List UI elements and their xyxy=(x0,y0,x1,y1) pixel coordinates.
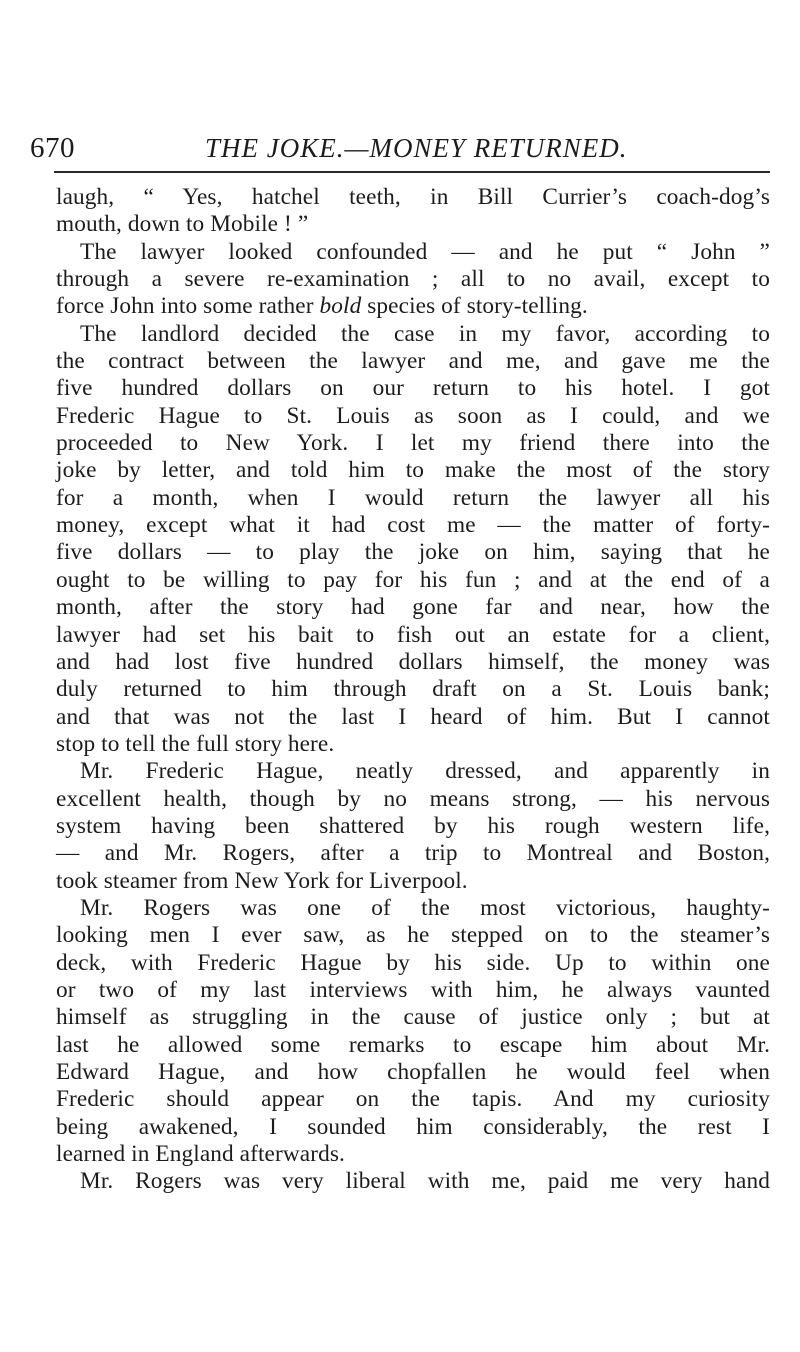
text-line: Frederic Hague to St. Louis as soon as I could, and we xyxy=(56,402,770,429)
text-line: The landlord decided the case in my favor, according to xyxy=(80,320,770,347)
text-line: laugh, “ Yes, hatchel teeth, in Bill Currier’s coach-dog’s xyxy=(56,184,770,210)
text-line: deck, with Frederic Hague by his side. Up to within one xyxy=(56,949,770,976)
text-line: himself as struggling in the cause of justice only ; but at xyxy=(56,1004,770,1031)
text-run: species of story-telling. xyxy=(361,293,588,320)
text-line: for a month, when I would return the lawyer all his xyxy=(56,484,770,511)
text-line: and that was not the last I heard of him. But I cannot xyxy=(56,703,770,730)
text-line: or two of my last interviews with him, he always vaunted xyxy=(56,976,770,1003)
page-number: 670 xyxy=(30,132,75,164)
text-line: being awakened, I sounded him considerably, the rest I xyxy=(56,1113,770,1140)
text-line: month, after the story had gone far and near, how the xyxy=(56,594,770,621)
text-line: the contract between the lawyer and me, and gave me the xyxy=(56,348,770,375)
italic-word: bold xyxy=(319,293,362,320)
text-line: The lawyer looked confounded — and he put “ John ” xyxy=(80,238,770,265)
text-line: Edward Hague, and how chopfallen he would feel when xyxy=(56,1059,770,1085)
text-line: system having been shattered by his rough western life, xyxy=(56,812,770,839)
text-line: through a severe re-examination ; all to no avail, except to xyxy=(56,266,770,293)
text-line: learned in England afterwards. xyxy=(56,1141,345,1168)
text-line: — and Mr. Rogers, after a trip to Montreal and Boston, xyxy=(56,840,770,867)
text-line: Frederic should appear on the tapis. And my curiosity xyxy=(56,1086,770,1113)
text-line: Mr. Rogers was one of the most victorious, haughty- xyxy=(80,894,770,921)
text-line: lawyer had set his bait to fish out an estate for a client, xyxy=(56,621,770,648)
text-line: proceeded to New York. I let my friend there into the xyxy=(56,430,770,457)
text-line: ought to be willing to pay for his fun ; and at the end of a xyxy=(56,566,770,593)
text-line: last he allowed some remarks to escape him about Mr. xyxy=(56,1031,770,1058)
body-text xyxy=(56,184,770,1196)
text-line: took steamer from New York for Liverpool. xyxy=(56,867,468,894)
text-line: five hundred dollars on our return to his hotel. I got xyxy=(56,375,770,402)
text-line: looking men I ever saw, as he stepped on to the steamer’s xyxy=(56,922,770,949)
text-line: Mr. Rogers was very liberal with me, paid me very hand xyxy=(80,1168,770,1195)
text-line: five dollars — to play the joke on him, saying that he xyxy=(56,539,770,566)
text-line xyxy=(56,293,770,320)
text-line: joke by letter, and told him to make the most of the story xyxy=(56,457,770,484)
text-line: excellent health, though by no means strong, — his nervous xyxy=(56,785,770,812)
header-rule xyxy=(54,171,770,173)
running-title: THE JOKE.—MONEY RETURNED. xyxy=(205,133,628,163)
text-line: Mr. Frederic Hague, neatly dressed, and apparently in xyxy=(80,758,770,785)
text-run: force John into some rather xyxy=(56,293,320,320)
running-head xyxy=(30,126,770,166)
text-line: stop to tell the full story here. xyxy=(56,730,335,757)
text-line: money, except what it had cost me — the matter of forty- xyxy=(56,512,770,539)
text-line: and had lost five hundred dollars himself, the money was xyxy=(56,648,770,675)
text-line: duly returned to him through draft on a St. Louis bank; xyxy=(56,676,770,703)
text-line: mouth, down to Mobile ! ” xyxy=(56,211,309,238)
